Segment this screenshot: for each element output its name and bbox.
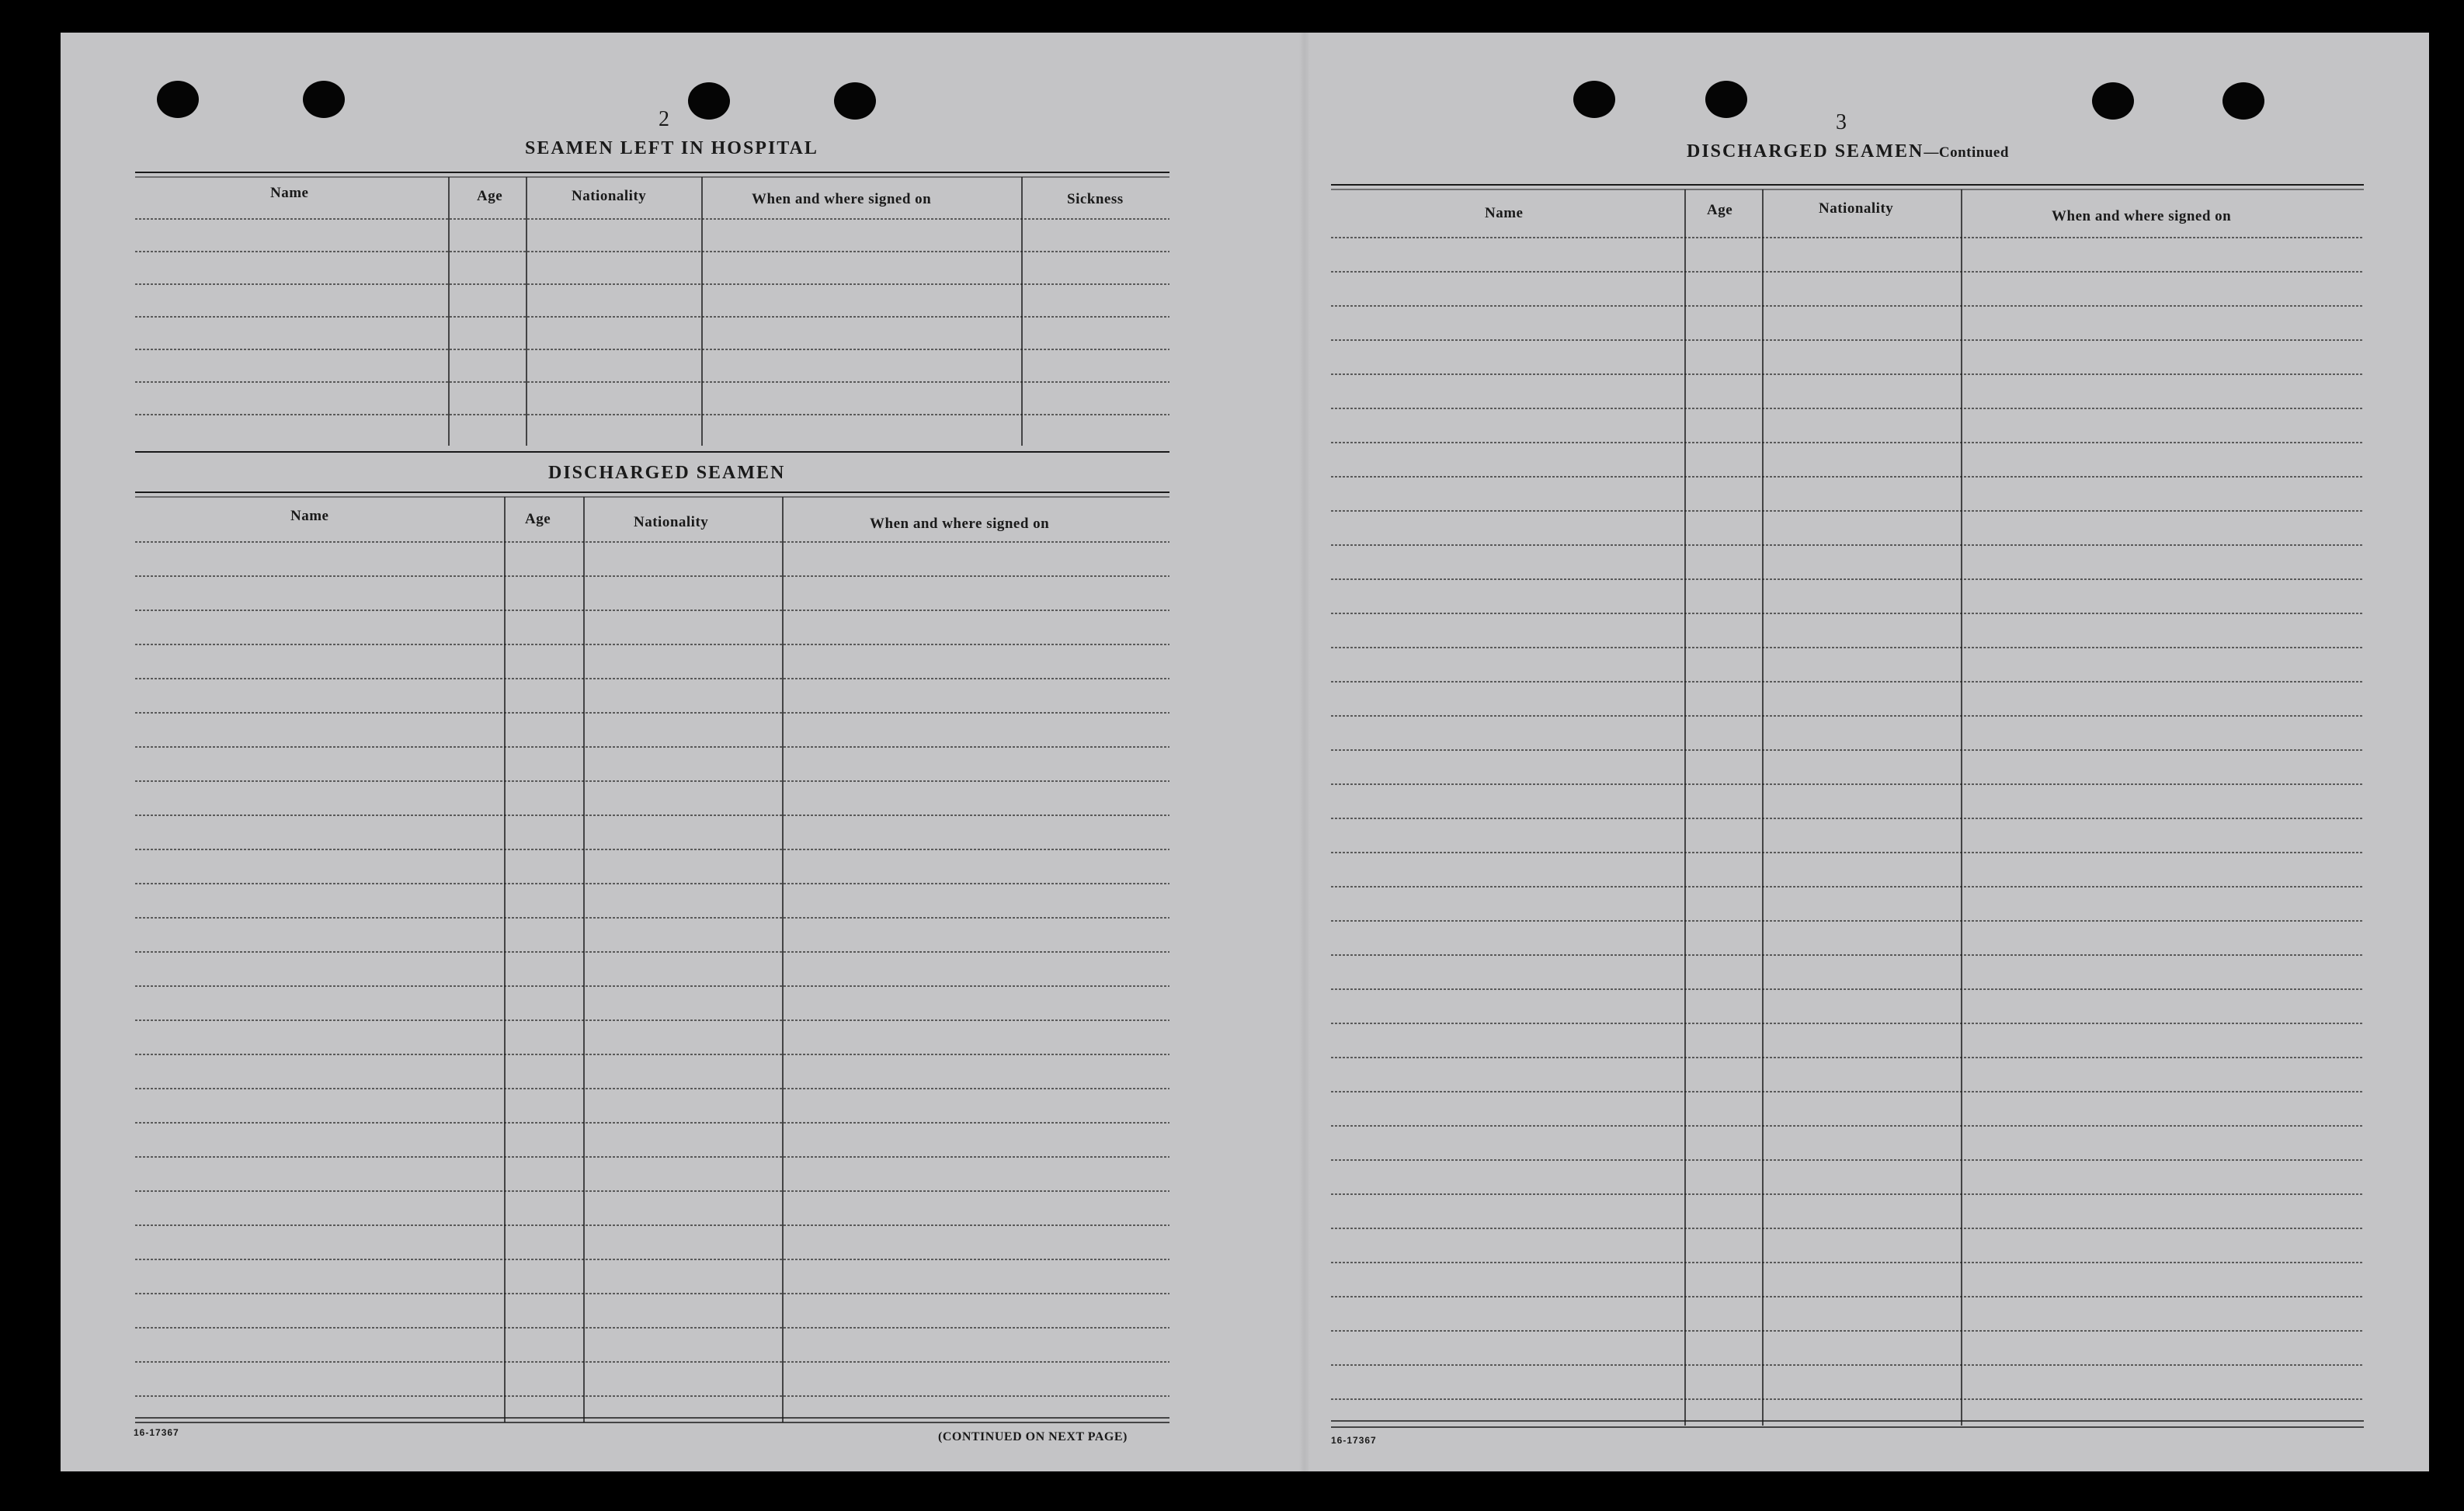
form-rules	[61, 33, 2429, 1471]
hospital-section-title: SEAMEN LEFT IN HOSPITAL	[525, 138, 818, 158]
title-suffix: —Continued	[1924, 144, 2009, 161]
hospital-col-when-where: When and where signed on	[752, 191, 932, 207]
discharged-col-age: Age	[525, 511, 551, 527]
form-number-left: 16-17367	[134, 1427, 179, 1438]
discharged-section-title: DISCHARGED SEAMEN	[548, 463, 786, 483]
title-main: DISCHARGED SEAMEN	[1687, 141, 1924, 162]
hospital-col-nationality: Nationality	[572, 188, 647, 204]
hospital-col-age: Age	[477, 188, 503, 204]
continued-col-nationality: Nationality	[1819, 200, 1894, 217]
page-number-left: 2	[659, 107, 670, 131]
form-number-right: 16-17367	[1331, 1435, 1377, 1446]
discharged-col-nationality: Nationality	[634, 514, 709, 530]
continued-col-name: Name	[1485, 205, 1524, 221]
continued-col-when-where: When and where signed on	[2052, 208, 2232, 224]
page-number-right: 3	[1836, 110, 1847, 134]
hospital-col-name: Name	[270, 185, 309, 201]
continued-note: (CONTINUED ON NEXT PAGE)	[938, 1430, 1128, 1443]
discharged-col-when-where: When and where signed on	[870, 516, 1050, 532]
discharged-col-name: Name	[290, 508, 329, 524]
manifest-paper	[61, 33, 2429, 1471]
hospital-col-sickness: Sickness	[1067, 191, 1124, 207]
continued-col-age: Age	[1707, 202, 1733, 218]
